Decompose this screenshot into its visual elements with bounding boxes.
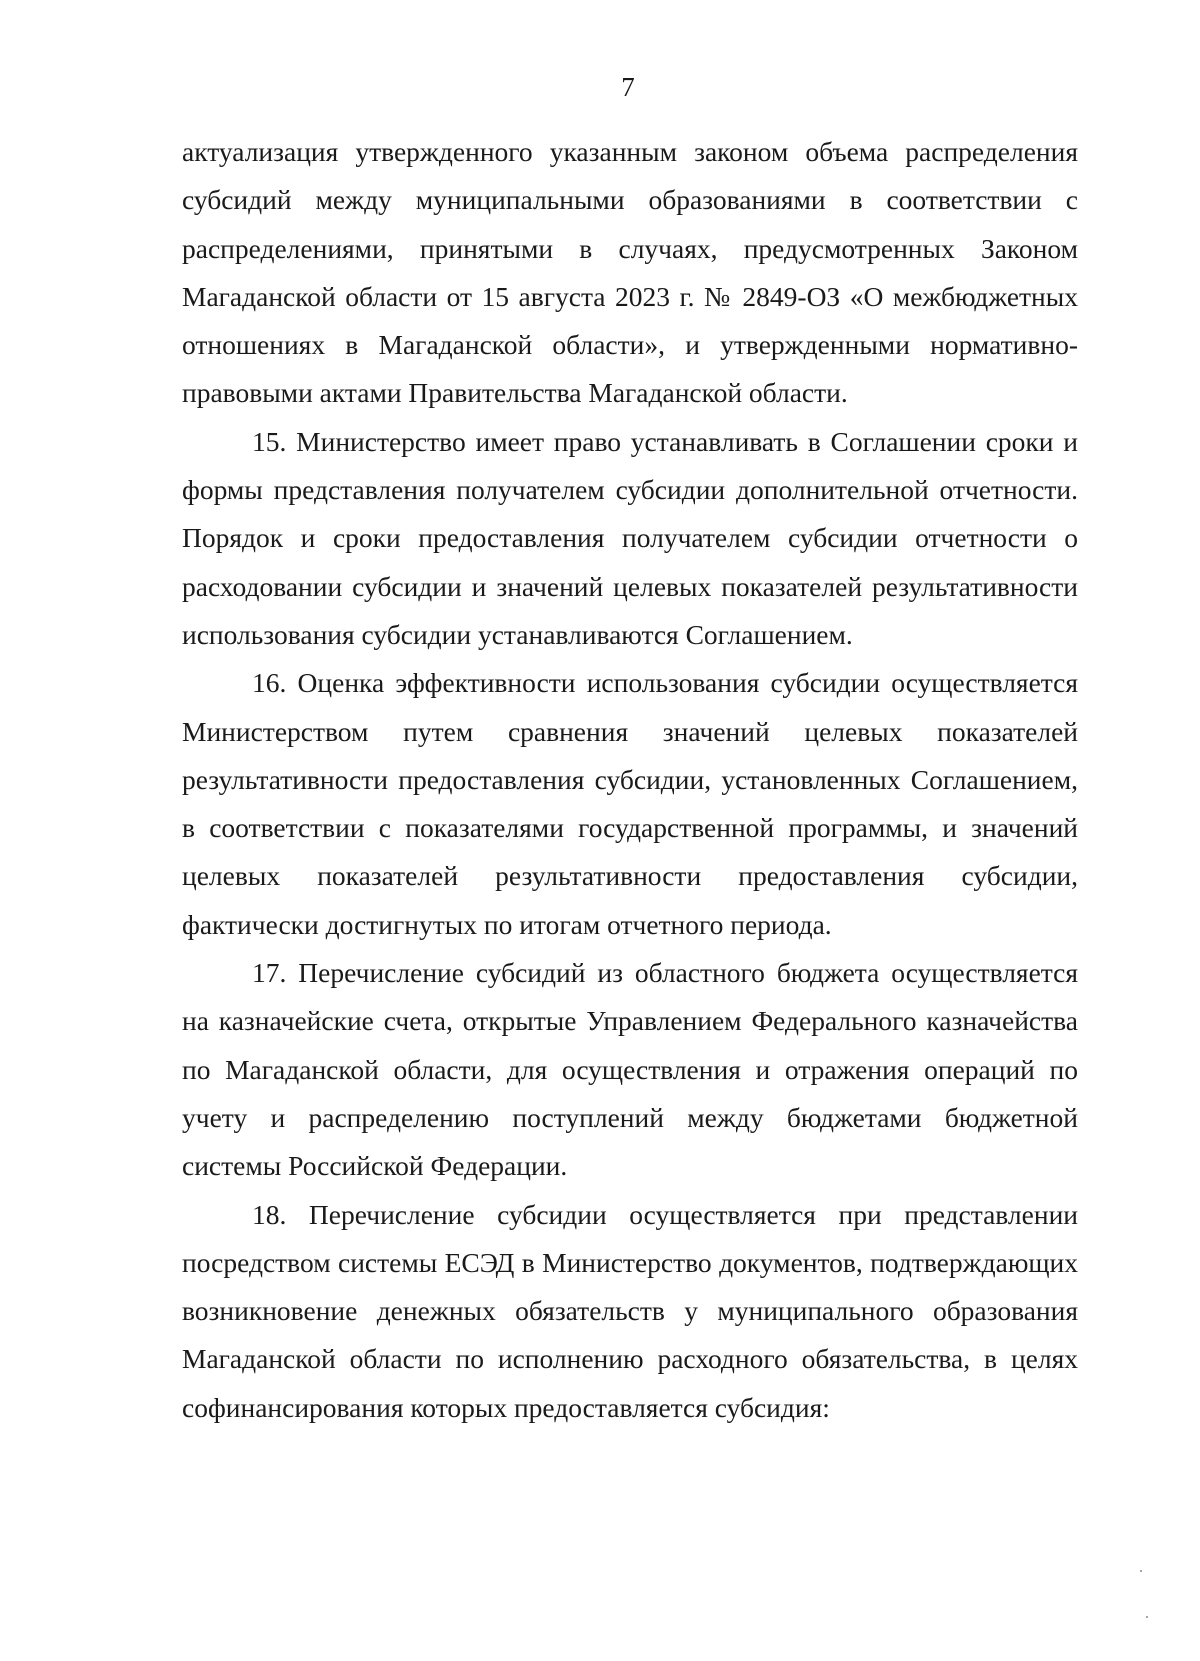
page-number: 7 (621, 72, 635, 102)
document-body (182, 128, 1078, 1432)
scan-speck (1140, 1570, 1142, 1572)
paragraph-item-18: 18. Перечисление субсидии осуществляется при представлении посредством системы ЕСЭД в Министерство документов, подтверждающих возникновение денежных обязательств у муниципального образования Магаданской области по исполнению расходного обязательства, в целях софинансирования которых предоставляется субсидия: (182, 1198, 1078, 1423)
paragraph-item-15: 15. Министерство имеет право устанавливать в Соглашении сроки и формы представления получателем субсидии дополнительной отчетности. Порядок и сроки предоставления получателем субсидии отчетности о расходовании субсидии и значений целевых показателей результативности использования субсидии устанавливаются Соглашением. (182, 425, 1078, 650)
scan-speck (1146, 1616, 1148, 1618)
paragraph-item-16: 16. Оценка эффективности использования субсидии осуществляется Министерством путем сравнения значений целевых показателей результативности предоставления субсидии, установленных Соглашением, в соответствии с показателями государственной программы, и значений целевых показателей результативности предоставления субсидии, фактически достигнутых по итогам отчетного периода. (182, 667, 1078, 940)
paragraph-item-17: 17. Перечисление субсидий из областного бюджета осуществляется на казначейские счета, открытые Управлением Федерального казначейства по Магаданской области, для осуществления и отражения операций по учету и распределению поступлений между бюджетами бюджетной системы Российской Федерации. (182, 957, 1078, 1182)
paragraph-continuation: актуализация утвержденного указанным законом объема распределения субсидий между муниципальными образованиями в соответствии с распределениями, принятыми в случаях, предусмотренных Законом Магаданской области от 15 августа 2023 г. № 2849-ОЗ «О межбюджетных отношениях в Магаданской области», и утвержденными нормативно-правовыми актами Правительства Магаданской области. (182, 136, 1078, 409)
